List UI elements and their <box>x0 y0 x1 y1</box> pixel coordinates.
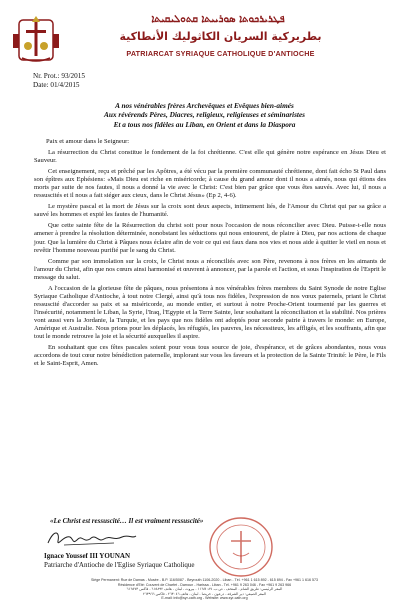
paragraph: Cet enseignement, reçu et prêché par les Apôtres, a été vécu par la première communauté chrétienne, dont fait écho St Paul dans son épîtres aux Ephésiens: «Mais Dieu est riche en miséricorde; à cause du grand amour dont il nous a aimés, nous qui étions des morts par suite de nos fautes, il nous a donné la vie avec le Christ: C'est bien par grâce que vous êtes sauvés. Avec lui, il nous a ressuscités et il nous a fait siéger aux cieux, dans le Christ Jésus» (Ep 2, 4-6). <box>34 168 386 200</box>
footer-line: E-mail: info@syr-cath.org - Website: www.syr-cath.org <box>161 596 248 601</box>
letter-body <box>34 138 386 371</box>
footer-line: المقر الصيفي: دير الشرفة - درعون - حريصا - لبنان - هاتف ٢٦٣٠٤٦ - فاكس ٢٦٣٩٦٦ <box>143 591 266 596</box>
paragraph: Que cette sainte fête de la Résurrection du christ soit pour nous l'occasion de nous réconcilier avec Dieu. Puisse-t-elle nous amener à prendre la résolution déterminée, nonobstant les séductions qui nous entourent, de plaire à Dieu, par nos actions de chaque jour. Que la lumière du Christ à Pâques nous éclaire afin de voir ce qui est faux dans nos vies et nous aide à quitter le vieil en nous et revêtir l'homme nouveau purifié par le sang du Christ. <box>34 222 386 254</box>
paragraph: Le mystère pascal et la mort de Jésus sur la croix sont deux aspects, intimement liés, de l'Amour du Christ qui par sa grâce a sauvé les hommes et expié les fautes de l'humanité. <box>34 203 386 219</box>
addressee-line: Et a tous nos fidèles au Liban, en Orient et dans la Diaspora <box>113 119 296 129</box>
paragraph: En souhaitant que ces fêtes pascales soient pour vous tous source de joie, d'espérance, et de grâces abondantes, nous vous accordons de tout cœur notre bénédiction paternelle, implorant sur vous les faveurs et la protection de la Sainte Trinité: le Père, le Fils et le Saint-Esprit, Amen. <box>34 344 386 368</box>
signer-title: Patriarche d'Antioche de l'Eglise Syriaque Catholique <box>44 561 195 569</box>
addressee-line: Aux révérends Pères, Diacres, religieux, religieuses et séminaristes <box>103 110 306 120</box>
letterhead-footer <box>20 578 389 601</box>
latin-patriarchate-name: PATRIARCAT SYRIAQUE CATHOLIQUE D'ANTIOCHE <box>126 49 315 58</box>
signer-name: Ignace Youssef III YOUNAN <box>44 552 131 560</box>
patriarchal-crest-icon <box>10 14 62 64</box>
greeting: Paix et amour dans le Seigneur: <box>46 138 130 145</box>
arabic-patriarchate-name: بطريركية السريان الكاثوليك الأنطاكية <box>119 30 322 43</box>
paragraph: Comme par son immolation sur la croix, le Christ nous a réconciliés avec son Père, revenons à nos frères en les aimants de l'amour du Christ, afin que nos cœurs ainsi harmonisé et œuvrent à annoncer, par la parole et l'action, et sous l'inspiration de l'Esprit le message du salut. <box>34 257 386 281</box>
reference-block <box>33 72 85 90</box>
footer-line: Résidence d'Eté: Couvent de Charfet - Darroun - Harissa - Liban - Tél. +961 9 263 046 - Fax +961 9 263 966 <box>117 582 292 587</box>
footer-line: المقر الرئيسي: طريق الشام - المتحف - ص.ب. ١١٦/٥٠٨٧ - بيروت - لبنان - هاتف ٦١٥٨٩٢ - فاكس ٦١٦٥٧٣ <box>126 587 283 592</box>
addressee-line: A nos vénérables frères Archevêques et Evêques bien-aimés <box>115 101 294 110</box>
protocol-number: Nr. Prot.: 93/2015 <box>33 72 85 80</box>
footer-line: Siège Permanent: Rue de Damas - Musée - B.P. 116/5087 - Beyrouth 1106-2020 - Liban - Tél. +961 1 615 892 - 615 894 - Fax +961 1 616 573 <box>90 578 319 582</box>
syriac-patriarchate-name: ܦܛܪܝܪܟܘܬܐ ܣܘܪܝܝܬܐ ܩܬܘܠܝܩܝܬܐ <box>151 14 285 25</box>
official-seal-icon <box>206 515 276 580</box>
easter-acclamation: «Le Christ est ressuscité… Il est vraiment ressuscité» <box>50 517 204 525</box>
addressees <box>20 101 389 129</box>
paragraph: La résurrection du Christ constitue le fondement de la foi chrétienne. C'est elle qui génère notre espérance en Jésus Dieu et Sauveur. <box>34 149 386 165</box>
signer-block <box>44 552 194 570</box>
handwritten-signature-icon <box>44 527 139 549</box>
paragraph: A l'occasion de la glorieuse fête de pâques, nous présentons à nos vénérables frères membres du Saint Synode de notre Eglise Syriaque Catholique d'Antioche, à tout notre Clergé, ainsi qu'à tous nos fidèles, l'expression de nos vœux paternels, priant le Christ ressuscité d'accorder sa paix et sa miséricorde, au monde entier, et surtout à notre Proche-Orient tourmenté par les guerres et l'insécurité, notamment le Liban, la Syrie, l'Iraq, l'Egypte et la Terre Sainte, leur souhaitant la réconciliation et la stabilité. Nos prières vont aussi vers la Jordanie, la Turquie, et les pays que nos fidèles ont adoptés pour seconde patrie à travers le monde: en Europe, Amérique et Australie. Nous prions pour les déplacés, les réfugiés, les pauvres, les nécessiteux, les affligés, et les souffrants, afin que tout le monde retrouve la joie et la sécurité auxquelles il aspire. <box>34 284 386 341</box>
letter-date: Date: 01/4/2015 <box>33 81 80 89</box>
